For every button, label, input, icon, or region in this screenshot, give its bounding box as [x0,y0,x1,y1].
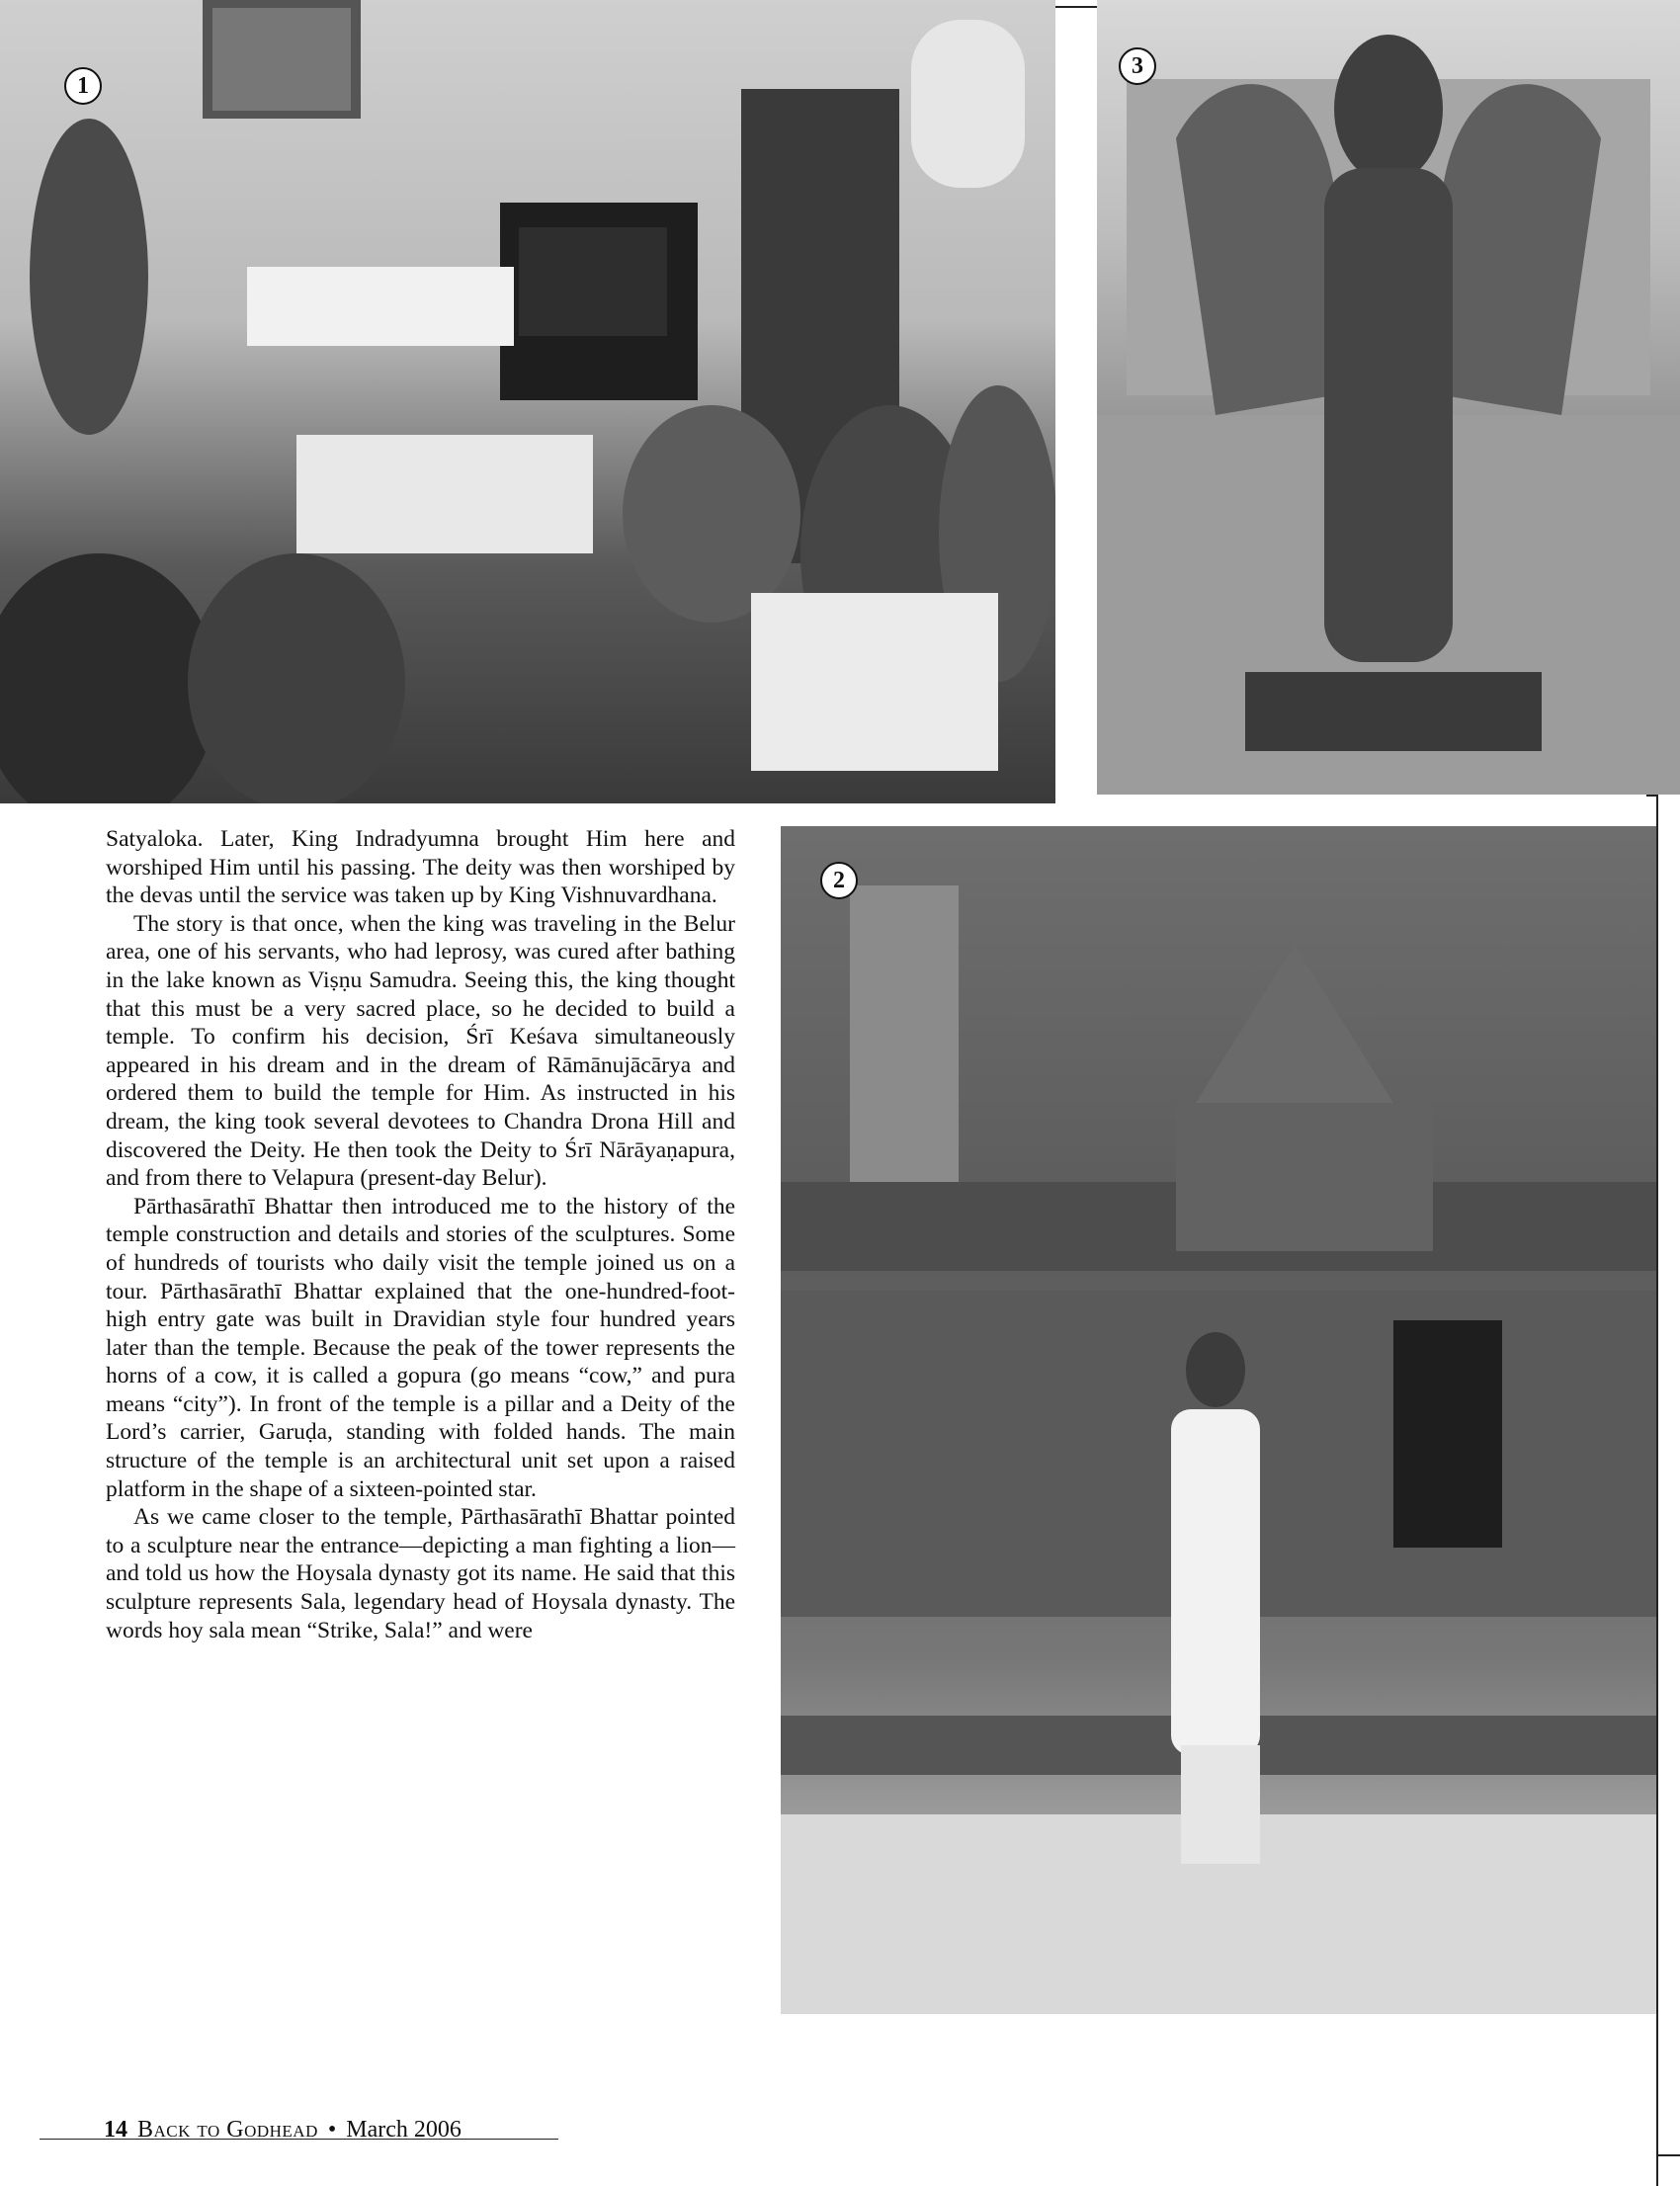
right-bottom-rule-tick [1656,2154,1680,2156]
photo-garuda-statue [1097,0,1680,795]
article-paragraph-3: Pārthasārathī Bhattar then introduced me to the history of the temple construction and details and stories of the sculptures. Some of hundreds of tourists who daily visit the temple joined us on a tour. Pārthasārathī Bhattar explained that the one-hundred-foot-high entry gate was built in Dravidian style four hundred years later than the temple. Because the peak of the tower represents the horns of a cow, it is called a gopura (go means “cow,” and pura means “city”). In front of the temple is a pillar and a Deity of the Lord’s carrier, Garuḍa, standing with folded hands. The main structure of the temple is an architectural unit set upon a raised platform in the shape of a sixteen-pointed star. [106,1193,735,1502]
photo-family-worship-art [0,0,1055,803]
photo-temple-priest [781,826,1656,2014]
photo-number-badge-1: 1 [64,67,102,105]
photo-temple-priest-art [781,826,1656,2014]
magazine-title: Back to Godhead [137,2117,318,2143]
photo-number-badge-2: 2 [820,862,858,899]
photo-garuda-statue-art [1097,0,1680,795]
photo-family-worship [0,0,1055,803]
right-column-rule-tick [1646,795,1658,797]
page-footer [104,2117,462,2144]
article-body [106,825,735,1644]
top-rule-right [1055,6,1097,8]
right-column-rule [1656,795,1658,2186]
article-paragraph-2: The story is that once, when the king was traveling in the Belur area, one of his servants, who had leprosy, was cured after bathing in the lake known as Viṣṇu Samudra. Seeing this, the king thought that this must be a very sacred place, so he decided to build a temple. To confirm his decision, Śrī Keśava simultaneously appeared in his dream and in the dream of Rāmānujācārya and ordered them to build the temple for Him. As instructed in his dream, the king took several devotees to Chandra Drona Hill and discovered the Deity. He then took the Deity to Śrī Nārāyaṇapura, and from there to Velapura (present-day Belur). [106,910,735,1192]
article-paragraph-1: Satyaloka. Later, King Indradyumna brought Him here and worshiped Him until his passing. The deity was then worshiped by the devas until the service was taken up by King Vishnuvardhana. [106,826,735,909]
photo-number-badge-3: 3 [1119,47,1156,85]
issue-date: March 2006 [346,2117,462,2143]
page-number: 14 [104,2117,127,2143]
article-paragraph-4: As we came closer to the temple, Pārthasārathī Bhattar pointed to a sculpture near the entrance—depicting a man fighting a lion—and told us how the Hoysala dynasty got its name. He said that this sculpture represents Sala, legendary head of Hoysala dynasty. The words hoy sala mean “Strike, Sala!” and were [106,1504,735,1643]
footer-separator: • [327,2117,337,2143]
